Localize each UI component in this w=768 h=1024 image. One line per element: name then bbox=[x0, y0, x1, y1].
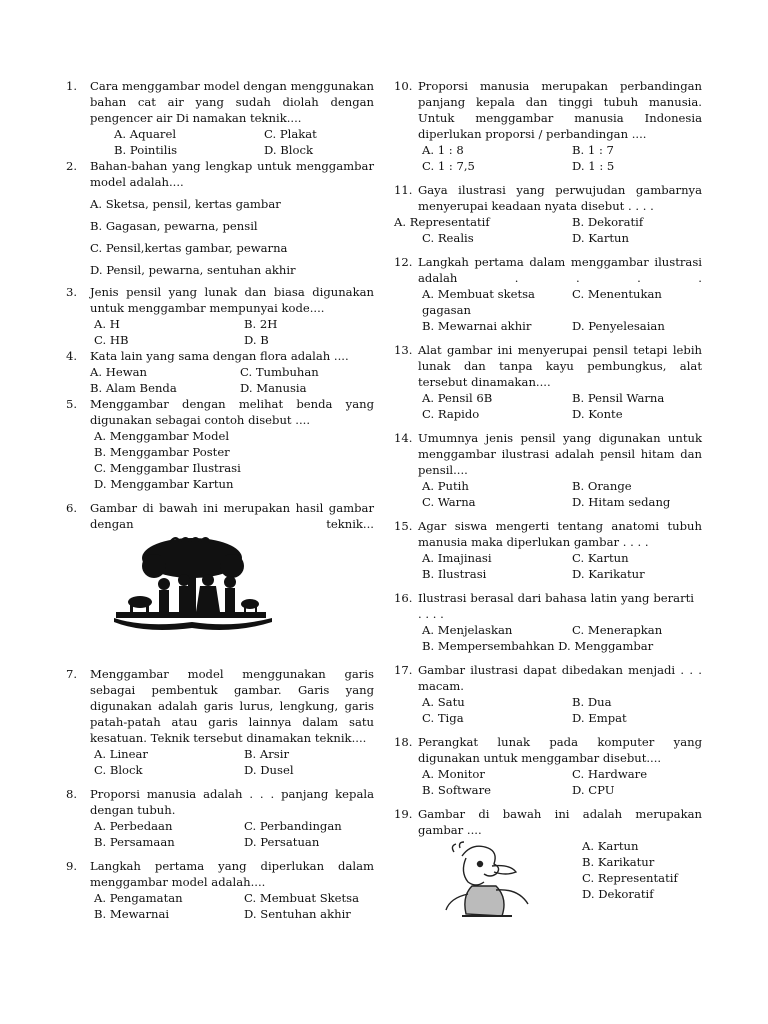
option-b[interactable]: B. Orange bbox=[572, 479, 632, 493]
option-c[interactable]: C. Pensil,kertas gambar, pewarna bbox=[90, 241, 288, 255]
answer-options bbox=[418, 142, 702, 174]
question-text: Agar siswa mengerti tentang anatomi tubuh manusia maka diperlukan gambar . . . . bbox=[418, 519, 702, 549]
question-16 bbox=[394, 590, 702, 654]
option-d[interactable]: D. 1 : 5 bbox=[572, 159, 615, 173]
option-c[interactable]: C. 1 : 7,5 bbox=[422, 159, 475, 173]
option-b[interactable]: B. Alam Benda bbox=[90, 381, 177, 395]
option-c[interactable]: C. Realis bbox=[422, 231, 474, 245]
question-1 bbox=[66, 78, 374, 158]
option-a[interactable]: A. Putih bbox=[422, 479, 469, 493]
option-d[interactable]: D. Penyelesaian bbox=[572, 319, 665, 333]
option-d[interactable]: D. Dekoratif bbox=[582, 887, 654, 901]
right-column bbox=[394, 78, 702, 924]
question-13 bbox=[394, 342, 702, 422]
question-text: Gambar ilustrasi dapat dibedakan menjadi . . . macam. bbox=[418, 663, 702, 693]
question-text: Jenis pensil yang lunak dan biasa digunakan untuk menggambar mempunyai kode.... bbox=[90, 285, 374, 315]
question-number: 3. bbox=[66, 285, 78, 299]
question-text: Proporsi manusia merupakan perbandingan panjang kepala dan tinggi tubuh manusia. Untuk menggambar manusia Indonesia diperlukan proporsi / perbandingan .... bbox=[418, 79, 702, 141]
left-column bbox=[66, 78, 374, 922]
question-text: Kata lain yang sama dengan flora adalah .... bbox=[90, 349, 349, 363]
option-a[interactable]: A. Imajinasi bbox=[422, 551, 492, 565]
question-8 bbox=[66, 786, 374, 850]
option-b[interactable]: B. Gagasan, pewarna, pensil bbox=[90, 219, 258, 233]
answer-options bbox=[418, 550, 702, 582]
question-number: 2. bbox=[66, 159, 78, 173]
question-7 bbox=[66, 666, 374, 778]
question-number: 18. bbox=[394, 735, 413, 749]
question-text: Cara menggambar model dengan menggunakan bahan cat air yang sudah diolah dengan pengencer air Di namakan teknik.... bbox=[90, 79, 374, 125]
option-b[interactable]: B. 1 : 7 bbox=[572, 143, 614, 157]
question-number: 17. bbox=[394, 663, 413, 677]
question-number: 11. bbox=[394, 183, 413, 197]
option-a[interactable]: A. Representatif bbox=[394, 215, 490, 229]
answer-options bbox=[418, 286, 702, 334]
option-a[interactable]: A. Aquarel bbox=[114, 127, 177, 141]
option-c[interactable]: C. Menentukan bbox=[572, 287, 662, 301]
option-a[interactable]: A. Pensil 6B bbox=[422, 391, 493, 405]
question-number: 13. bbox=[394, 343, 413, 357]
option-c[interactable]: C. Perbandingan bbox=[244, 819, 342, 833]
option-d[interactable]: D. Karikatur bbox=[572, 567, 645, 581]
option-b[interactable]: B. Mewarnai akhir bbox=[422, 319, 532, 333]
question-text: Umumnya jenis pensil yang digunakan untuk menggambar ilustrasi adalah pensil hitam dan pensil.... bbox=[418, 431, 702, 477]
question-6 bbox=[66, 500, 374, 654]
question-text: Gaya ilustrasi yang perwujudan gambarnya menyerupai keadaan nyata disebut . . . . bbox=[418, 183, 702, 213]
answer-options bbox=[90, 890, 374, 922]
question-14 bbox=[394, 430, 702, 510]
option-b[interactable]: B. Persamaan bbox=[94, 835, 175, 849]
answer-options bbox=[90, 428, 374, 492]
question-number: 7. bbox=[66, 667, 78, 681]
question-text: Langkah pertama yang diperlukan dalam menggambar model adalah.... bbox=[90, 859, 374, 889]
option-b[interactable]: B. Ilustrasi bbox=[422, 567, 487, 581]
question-text: Alat gambar ini menyerupai pensil tetapi lebih lunak dan tanpa kayu pembungkus, alat tersebut dinamakan.... bbox=[418, 343, 702, 389]
option-c[interactable]: C. Plakat bbox=[264, 127, 317, 141]
question-10 bbox=[394, 78, 702, 174]
question-text: Menggambar dengan melihat benda yang digunakan sebagai contoh disebut .... bbox=[90, 397, 374, 427]
question-5 bbox=[66, 396, 374, 492]
question-15 bbox=[394, 518, 702, 582]
question-text: Gambar di bawah ini adalah merupakan gambar .... bbox=[418, 807, 702, 837]
answer-options bbox=[418, 390, 702, 422]
question-19-body bbox=[418, 838, 702, 924]
question-19 bbox=[394, 806, 702, 924]
option-d[interactable]: D. CPU bbox=[572, 783, 615, 797]
silhouette-illustration bbox=[90, 532, 374, 654]
answer-options bbox=[582, 838, 678, 924]
question-number: 1. bbox=[66, 79, 78, 93]
caricature-illustration bbox=[418, 838, 582, 924]
question-17 bbox=[394, 662, 702, 726]
question-number: 9. bbox=[66, 859, 78, 873]
silhouette-image bbox=[104, 536, 284, 636]
option-c[interactable]: C. Menggambar Ilustrasi bbox=[94, 461, 241, 475]
answer-options bbox=[90, 746, 374, 778]
answer-options bbox=[90, 196, 374, 284]
option-c[interactable]: C. Membuat Sketsa bbox=[244, 891, 360, 905]
question-number: 8. bbox=[66, 787, 78, 801]
answer-options bbox=[90, 126, 374, 158]
option-b[interactable]: B. Dekoratif bbox=[572, 215, 644, 229]
option-c[interactable]: C. Kartun bbox=[572, 551, 629, 565]
option-b[interactable]: B. Menggambar Poster bbox=[94, 445, 230, 459]
question-number: 14. bbox=[394, 431, 413, 445]
option-b[interactable]: B. Software bbox=[422, 783, 492, 797]
option-d[interactable]: D. Kartun bbox=[572, 231, 629, 245]
question-12 bbox=[394, 254, 702, 334]
option-b-d[interactable]: B. Mempersembahkan D. Menggambar bbox=[422, 639, 654, 653]
option-d[interactable]: D. Konte bbox=[572, 407, 623, 421]
option-d[interactable]: D. Hitam sedang bbox=[572, 495, 671, 509]
option-d[interactable]: D. Empat bbox=[572, 711, 627, 725]
option-c[interactable]: C. Tiga bbox=[422, 711, 464, 725]
answer-options bbox=[394, 214, 702, 246]
question-number: 5. bbox=[66, 397, 78, 411]
option-a[interactable]: A. Hewan bbox=[90, 365, 148, 379]
option-b[interactable]: B. Dua bbox=[572, 695, 612, 709]
option-d[interactable]: D. Pensil, pewarna, sentuhan akhir bbox=[90, 263, 296, 277]
option-a[interactable]: A. Kartun bbox=[582, 839, 639, 853]
option-d[interactable]: D. Block bbox=[264, 143, 313, 157]
option-a[interactable]: A. Perbedaan bbox=[94, 819, 173, 833]
answer-options bbox=[418, 694, 702, 726]
question-3 bbox=[66, 284, 374, 348]
answer-options bbox=[90, 316, 374, 348]
option-c[interactable]: C. Rapido bbox=[422, 407, 480, 421]
option-b[interactable]: B. Mewarnai bbox=[94, 907, 170, 921]
option-a[interactable]: A. Membuat sketsa gagasan bbox=[422, 287, 535, 317]
question-number: 10. bbox=[394, 79, 413, 93]
option-d[interactable]: D. Persatuan bbox=[244, 835, 320, 849]
question-text: Langkah pertama dalam menggambar ilustrasi adalah . . . . bbox=[418, 255, 702, 285]
option-d[interactable]: D. Sentuhan akhir bbox=[244, 907, 351, 921]
answer-options bbox=[90, 364, 374, 396]
question-9 bbox=[66, 858, 374, 922]
question-number: 12. bbox=[394, 255, 413, 269]
question-number: 4. bbox=[66, 349, 78, 363]
question-number: 19. bbox=[394, 807, 413, 821]
question-18 bbox=[394, 734, 702, 798]
question-text: Perangkat lunak pada komputer yang digunakan untuk menggambar disebut.... bbox=[418, 735, 702, 765]
option-c[interactable]: C. HB bbox=[94, 333, 129, 347]
question-11 bbox=[394, 182, 702, 246]
question-text: Proporsi manusia adalah . . . panjang kepala dengan tubuh. bbox=[90, 787, 374, 817]
option-a[interactable]: A. Linear bbox=[94, 747, 148, 761]
option-c[interactable]: C. Hardware bbox=[572, 767, 648, 781]
option-d[interactable]: D. Dusel bbox=[244, 763, 294, 777]
question-number: 15. bbox=[394, 519, 413, 533]
option-a[interactable]: A. 1 : 8 bbox=[422, 143, 464, 157]
option-d[interactable]: D. Menggambar Kartun bbox=[94, 477, 234, 491]
answer-options bbox=[418, 766, 702, 798]
option-c[interactable]: C. Representatif bbox=[582, 871, 678, 885]
option-b[interactable]: B. Karikatur bbox=[582, 855, 655, 869]
option-b[interactable]: B. Arsir bbox=[244, 747, 290, 761]
option-d[interactable]: D. Manusia bbox=[240, 381, 307, 395]
option-b[interactable]: B. Pensil Warna bbox=[572, 391, 665, 405]
option-a[interactable]: A. H bbox=[94, 317, 120, 331]
question-text: Ilustrasi berasal dari bahasa latin yang berarti . . . . bbox=[418, 591, 694, 621]
option-d[interactable]: D. B bbox=[244, 333, 269, 347]
option-a[interactable]: A. Menjelaskan bbox=[422, 623, 513, 637]
option-c[interactable]: C. Tumbuhan bbox=[240, 365, 319, 379]
answer-options bbox=[418, 622, 702, 654]
question-text: Menggambar model menggunakan garis sebagai pembentuk gambar. Garis yang digunakan adalah garis lurus, lengkung, garis patah-patah atau garis lainnya dalam satu kesatuan. Teknik tersebut dinamakan teknik.... bbox=[90, 667, 374, 745]
option-a[interactable]: A. Monitor bbox=[422, 767, 485, 781]
option-a[interactable]: A. Sketsa, pensil, kertas gambar bbox=[90, 197, 281, 211]
option-c[interactable]: C. Block bbox=[94, 763, 143, 777]
question-2 bbox=[66, 158, 374, 284]
option-a[interactable]: A. Menggambar Model bbox=[94, 429, 230, 443]
caricature-image bbox=[432, 838, 542, 924]
answer-options bbox=[90, 818, 374, 850]
option-c[interactable]: C. Warna bbox=[422, 495, 476, 509]
option-a[interactable]: A. Pengamatan bbox=[94, 891, 183, 905]
option-a[interactable]: A. Satu bbox=[422, 695, 465, 709]
option-b[interactable]: B. 2H bbox=[244, 317, 278, 331]
option-b[interactable]: B. Pointilis bbox=[114, 143, 178, 157]
question-number: 6. bbox=[66, 501, 78, 515]
question-text: Gambar di bawah ini merupakan hasil gambar dengan teknik... bbox=[90, 501, 374, 531]
question-text: Bahan-bahan yang lengkap untuk menggambar model adalah.... bbox=[90, 159, 374, 189]
question-4 bbox=[66, 348, 374, 396]
question-number: 16. bbox=[394, 591, 413, 605]
option-c[interactable]: C. Menerapkan bbox=[572, 623, 663, 637]
answer-options bbox=[418, 478, 702, 510]
